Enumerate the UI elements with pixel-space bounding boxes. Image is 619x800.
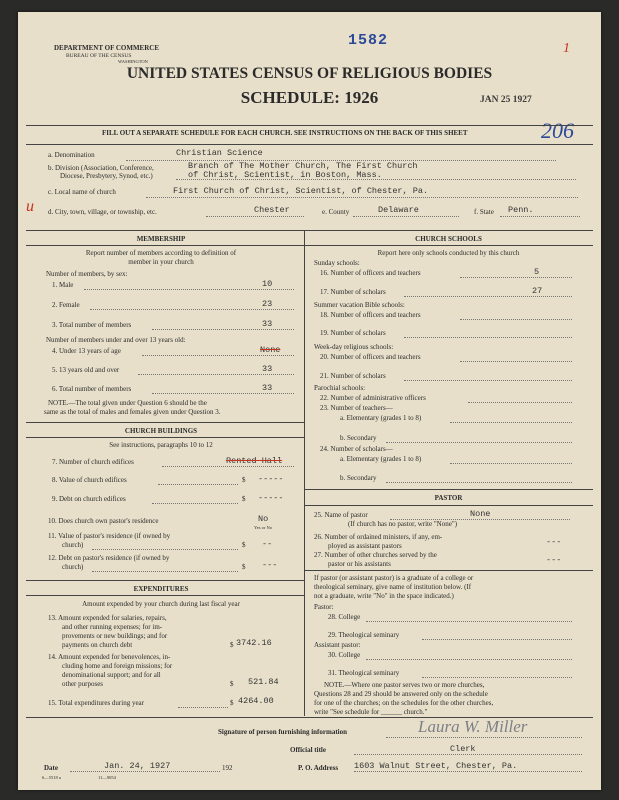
q12-dollar: $: [242, 563, 246, 571]
q13-label-1: 13. Amount expended for salaries, repairs,: [48, 614, 167, 622]
red-margin-mark: u: [26, 198, 34, 215]
pastor-title: PASTOR: [434, 494, 463, 502]
q23a-label: a. Elementary (grades 1 to 8): [340, 414, 422, 422]
state-value: Penn.: [508, 205, 534, 215]
city-label: d. City, town, village, or township, etc.: [48, 208, 157, 216]
city-value: Chester: [254, 205, 290, 215]
division-value-1: Branch of The Mother Church, The First Church: [188, 161, 418, 171]
pastor-note-3: for one of the churches; on the schedules for the other churches,: [314, 699, 494, 707]
buildings-title: CHURCH BUILDINGS: [124, 427, 198, 435]
q14-label-1: 14. Amount expended for benevolences, in-: [48, 653, 171, 661]
rule: [26, 144, 593, 145]
handwritten-number: 206: [541, 118, 574, 143]
q30-label: 30. College: [328, 651, 361, 659]
q24a-label: a. Elementary (grades 1 to 8): [340, 455, 422, 463]
expenditures-sub: Amount expended by your church during last fiscal year: [82, 600, 240, 608]
date-year-suffix: 192: [222, 764, 233, 772]
local-name-value: First Church of Christ, Scientist, of Chester, Pa.: [173, 186, 429, 196]
received-stamp: JAN 25 1927: [480, 95, 532, 105]
instruction-line: FILL OUT A SEPARATE SCHEDULE FOR EACH CHURCH. SEE INSTRUCTIONS ON THE BACK OF THIS SHEET: [102, 129, 468, 137]
q4-label: 4. Under 13 years of age: [52, 347, 121, 355]
q17-label: 17. Number of scholars: [320, 288, 386, 296]
q17-value: 27: [532, 286, 543, 296]
official-title-value: Clerk: [450, 744, 476, 754]
q2-value: 23: [262, 299, 273, 309]
form-title: UNITED STATES CENSUS OF RELIGIOUS BODIES: [126, 65, 493, 82]
q9-value: -----: [258, 493, 284, 503]
form-number-2: 11—9054: [98, 775, 116, 780]
q28-label: 28. College: [328, 613, 361, 621]
q3-value: 33: [262, 319, 273, 329]
schedule-title: SCHEDULE: 1926: [240, 88, 379, 107]
q18-label: 18. Number of officers and teachers: [320, 311, 421, 319]
age-label: Number of members under and over 13 years old:: [46, 336, 186, 344]
buildings-sub: See instructions, paragraphs 10 to 12: [109, 441, 213, 449]
weekday-label: Week-day religious schools:: [314, 343, 394, 351]
q14-dollar: $: [230, 680, 234, 688]
county-value: Delaware: [378, 205, 419, 215]
q13-label-3: provements or new buildings; and for: [62, 632, 168, 640]
q11-dollar: $: [242, 541, 246, 549]
q29-label: 29. Theological seminary: [328, 631, 400, 639]
q22-label: 22. Number of administrative officers: [320, 394, 426, 402]
red-mark: 1: [563, 41, 570, 56]
q20-label: 20. Number of officers and teachers: [320, 353, 421, 361]
denomination-label: a. Denomination: [48, 151, 95, 159]
po-address-value: 1603 Walnut Street, Chester, Pa.: [354, 761, 518, 771]
pastor-label: Pastor:: [314, 603, 334, 611]
q23b-label: b. Secondary: [340, 434, 377, 442]
by-sex-label: Number of members, by sex:: [46, 270, 128, 278]
q23-label: 23. Number of teachers—: [320, 404, 393, 412]
pastor-note-2: Questions 28 and 29 should be answered only on the schedule: [314, 690, 488, 698]
census-schedule-form: [18, 12, 601, 790]
q1-value: 10: [262, 279, 273, 289]
q7-label: 7. Number of church edifices: [52, 458, 134, 466]
q13-label-2: and other running expenses; for im-: [62, 623, 163, 631]
q15-label: 15. Total expenditures during year: [48, 699, 144, 707]
yes-no-hint: Yes or No: [254, 525, 273, 530]
q26-label-2: ployed as assistant pastors: [328, 542, 402, 550]
sunday-label: Sunday schools:: [314, 259, 360, 267]
form-number: 6—5518 a: [42, 775, 61, 780]
q11-value: --: [262, 539, 273, 549]
pastor-info-1: If pastor (or assistant pastor) is a graduate of a college or: [314, 574, 474, 582]
q3-label: 3. Total number of members: [52, 321, 132, 329]
q27-value: ---: [546, 555, 562, 565]
q24b-label: b. Secondary: [340, 474, 377, 482]
q14-label-4: other purposes: [62, 680, 104, 688]
membership-title: MEMBERSHIP: [136, 235, 186, 243]
q27-label-2: pastor or his assistants: [328, 560, 391, 568]
schools-sub: Report here only schools conducted by this church: [377, 249, 520, 257]
membership-note-2: same as the total of males and females given under Question 3.: [44, 408, 221, 416]
membership-sub-2: member in your church: [128, 258, 194, 266]
q25-label: 25. Name of pastor: [314, 511, 368, 519]
q14-label-2: cluding home and foreign missions; for: [62, 662, 173, 670]
bureau-name: BUREAU OF THE CENSUS: [66, 53, 132, 59]
q13-value: 3742.16: [236, 638, 272, 648]
q31-label: 31. Theological seminary: [328, 669, 400, 677]
q11-label-1: 11. Value of pastor's residence (if owned by: [48, 532, 171, 540]
q26-value: ---: [546, 537, 562, 547]
po-address-label: P. O. Address: [298, 764, 339, 772]
rule: [26, 125, 593, 126]
q25-note: (If church has no pastor, write "None"): [348, 520, 458, 528]
state-label: f. State: [474, 208, 494, 216]
q25-value: None: [470, 509, 491, 519]
q2-label: 2. Female: [52, 301, 80, 309]
assistant-label: Assistant pastor:: [314, 641, 361, 649]
bureau-city: WASHINGTON: [118, 59, 148, 64]
q6-value: 33: [262, 383, 273, 393]
q13-label-4: payments on church debt: [62, 641, 133, 649]
expenditures-title: EXPENDITURES: [133, 585, 189, 593]
q1-label: 1. Male: [52, 281, 74, 289]
q12-value: ---: [262, 560, 278, 570]
q8-dollar: $: [242, 476, 246, 484]
q26-label-1: 26. Number of ordained ministers, if any, em-: [314, 533, 443, 541]
membership-sub-1: Report number of members according to definition of: [85, 249, 237, 257]
signature-label: Signature of person furnishing information: [218, 728, 347, 736]
department-name: DEPARTMENT OF COMMERCE: [54, 44, 160, 52]
local-name-label: c. Local name of church: [48, 188, 116, 196]
q16-label: 16. Number of officers and teachers: [320, 269, 421, 277]
q8-value: -----: [258, 474, 284, 484]
q15-dollar: $: [230, 699, 234, 707]
q14-value: 521.84: [248, 677, 279, 687]
q21-label: 21. Number of scholars: [320, 372, 386, 380]
q10-label: 10. Does church own pastor's residence: [48, 517, 159, 525]
schools-title: CHURCH SCHOOLS: [415, 235, 482, 243]
date-label: Date: [44, 764, 58, 772]
stamp-number: 1582: [348, 32, 389, 49]
pastor-info-3: not a graduate, write "No" in the space indicated.): [314, 592, 454, 600]
q24-label: 24. Number of scholars—: [320, 445, 393, 453]
division-label-2: Diocese, Presbytery, Synod, etc.): [60, 172, 153, 180]
division-label: b. Division (Association, Conference,: [48, 164, 154, 172]
signature: Laura W. Miller: [418, 717, 528, 736]
q12-label-2: church): [62, 563, 84, 571]
official-title-label: Official title: [290, 746, 326, 754]
q13-dollar: $: [230, 641, 234, 649]
date-value: Jan. 24, 1927: [104, 761, 171, 771]
q9-label: 9. Debt on church edifices: [52, 495, 126, 503]
q5-label: 5. 13 years old and over: [52, 366, 120, 374]
county-label: e. County: [322, 208, 350, 216]
membership-note-1: NOTE.—The total given under Question 6 should be the: [48, 399, 207, 407]
q15-value: 4264.00: [238, 696, 274, 706]
q8-label: 8. Value of church edifices: [52, 476, 127, 484]
q4-value: None: [260, 345, 281, 355]
column-divider: [304, 230, 305, 716]
q12-label-1: 12. Debt on pastor's residence (if owned by: [48, 554, 170, 562]
q6-label: 6. Total number of members: [52, 385, 132, 393]
q9-dollar: $: [242, 495, 246, 503]
pastor-note-1: NOTE.—Where one pastor serves two or more churches,: [324, 681, 485, 689]
q7-value: Rented Hall: [226, 456, 283, 466]
parochial-label: Parochial schools:: [314, 384, 366, 392]
q5-value: 33: [262, 364, 273, 374]
pastor-note-4: write "See schedule for ______ church.": [314, 708, 428, 716]
summer-label: Summer vacation Bible schools:: [314, 301, 405, 309]
q14-label-3: denominational support; and for all: [62, 671, 161, 679]
q10-value: No: [258, 514, 269, 524]
division-value-2: of Christ, Scientist, in Boston, Mass.: [188, 170, 382, 180]
q19-label: 19. Number of scholars: [320, 329, 386, 337]
q16-value: 5: [534, 267, 540, 277]
denomination-value: Christian Science: [176, 148, 263, 158]
pastor-info-2: theological seminary, give name of institution below. (If: [314, 583, 472, 591]
q27-label-1: 27. Number of other churches served by the: [314, 551, 437, 559]
q11-label-2: church): [62, 541, 84, 549]
